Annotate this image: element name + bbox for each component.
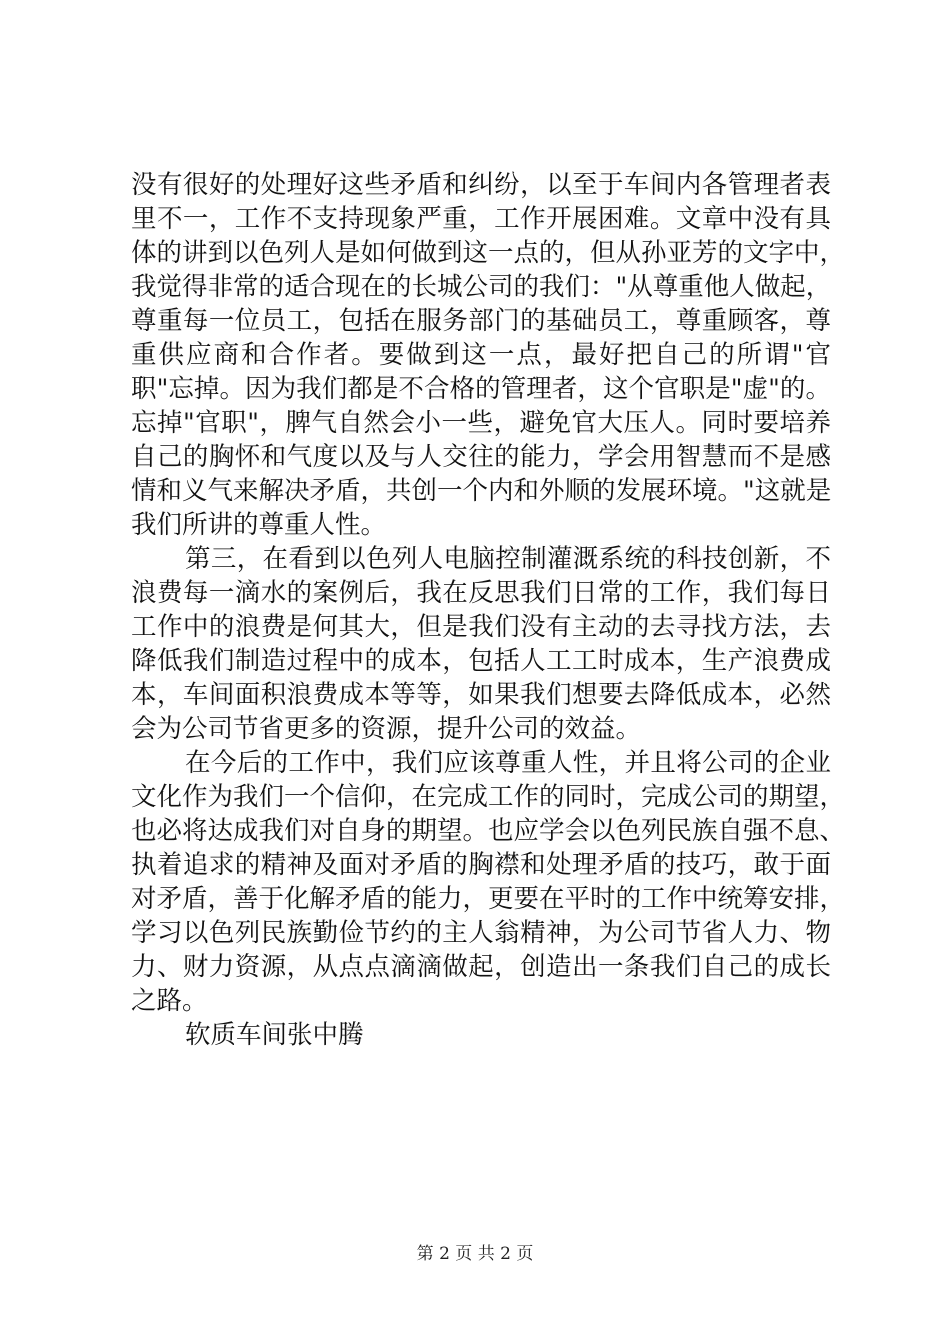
text-line: 没有很好的处理好这些矛盾和纠纷，以至于车间内各管理者表 xyxy=(131,170,831,200)
text-line: 会为公司节省更多的资源，提升公司的效益。 xyxy=(131,714,642,744)
text-line: 工作中的浪费是何其大，但是我们没有主动的去寻找方法，去 xyxy=(131,612,831,642)
page-footer: 第 2 页 共 2 页 xyxy=(416,1244,534,1264)
text-line: 浪费每一滴水的案例后，我在反思我们日常的工作，我们每日 xyxy=(131,578,831,608)
text-line: 降低我们制造过程中的成本，包括人工工时成本，生产浪费成 xyxy=(131,646,831,676)
text-line: 我觉得非常的适合现在的长城公司的我们："从尊重他人做起， xyxy=(131,272,832,302)
text-line: 忘掉"官职"，脾气自然会小一些，避免官大压人。同时要培养 xyxy=(131,408,831,438)
text-line: 第三，在看到以色列人电脑控制灌溉系统的科技创新，不 xyxy=(185,544,831,574)
text-line: 职"忘掉。因为我们都是不合格的管理者，这个官职是"虚"的。 xyxy=(131,374,831,404)
text-line: 对矛盾，善于化解矛盾的能力，更要在平时的工作中统筹安排， xyxy=(131,884,846,914)
text-line: 里不一，工作不支持现象严重，工作开展困难。文章中没有具 xyxy=(131,204,831,234)
text-line: 重供应商和合作者。要做到这一点，最好把自己的所谓"官 xyxy=(131,340,831,370)
text-line: 在今后的工作中，我们应该尊重人性，并且将公司的企业 xyxy=(185,748,831,778)
text-line: 本，车间面积浪费成本等等，如果我们想要去降低成本，必然 xyxy=(131,680,831,710)
text-line: 也必将达成我们对自身的期望。也应学会以色列民族自强不息、 xyxy=(131,816,846,846)
text-line: 我们所讲的尊重人性。 xyxy=(131,510,387,540)
text-line: 执着追求的精神及面对矛盾的胸襟和处理矛盾的技巧，敢于面 xyxy=(131,850,831,880)
text-line: 自己的胸怀和气度以及与人交往的能力，学会用智慧而不是感 xyxy=(131,442,831,472)
text-line: 之路。 xyxy=(131,986,208,1016)
text-line: 情和义气来解决矛盾，共创一个内和外顺的发展环境。"这就是 xyxy=(131,476,832,506)
text-line: 体的讲到以色列人是如何做到这一点的，但从孙亚芳的文字中， xyxy=(131,238,846,268)
document-body xyxy=(131,168,846,1052)
text-line: 文化作为我们一个信仰，在完成工作的同时，完成公司的期望， xyxy=(131,782,846,812)
text-line: 学习以色列民族勤俭节约的主人翁精神，为公司节省人力、物 xyxy=(131,918,831,948)
text-line: 软质车间张中腾 xyxy=(185,1020,364,1050)
text-line: 尊重每一位员工，包括在服务部门的基础员工，尊重顾客，尊 xyxy=(131,306,831,336)
text-line: 力、财力资源，从点点滴滴做起，创造出一条我们自己的成长 xyxy=(131,952,831,982)
